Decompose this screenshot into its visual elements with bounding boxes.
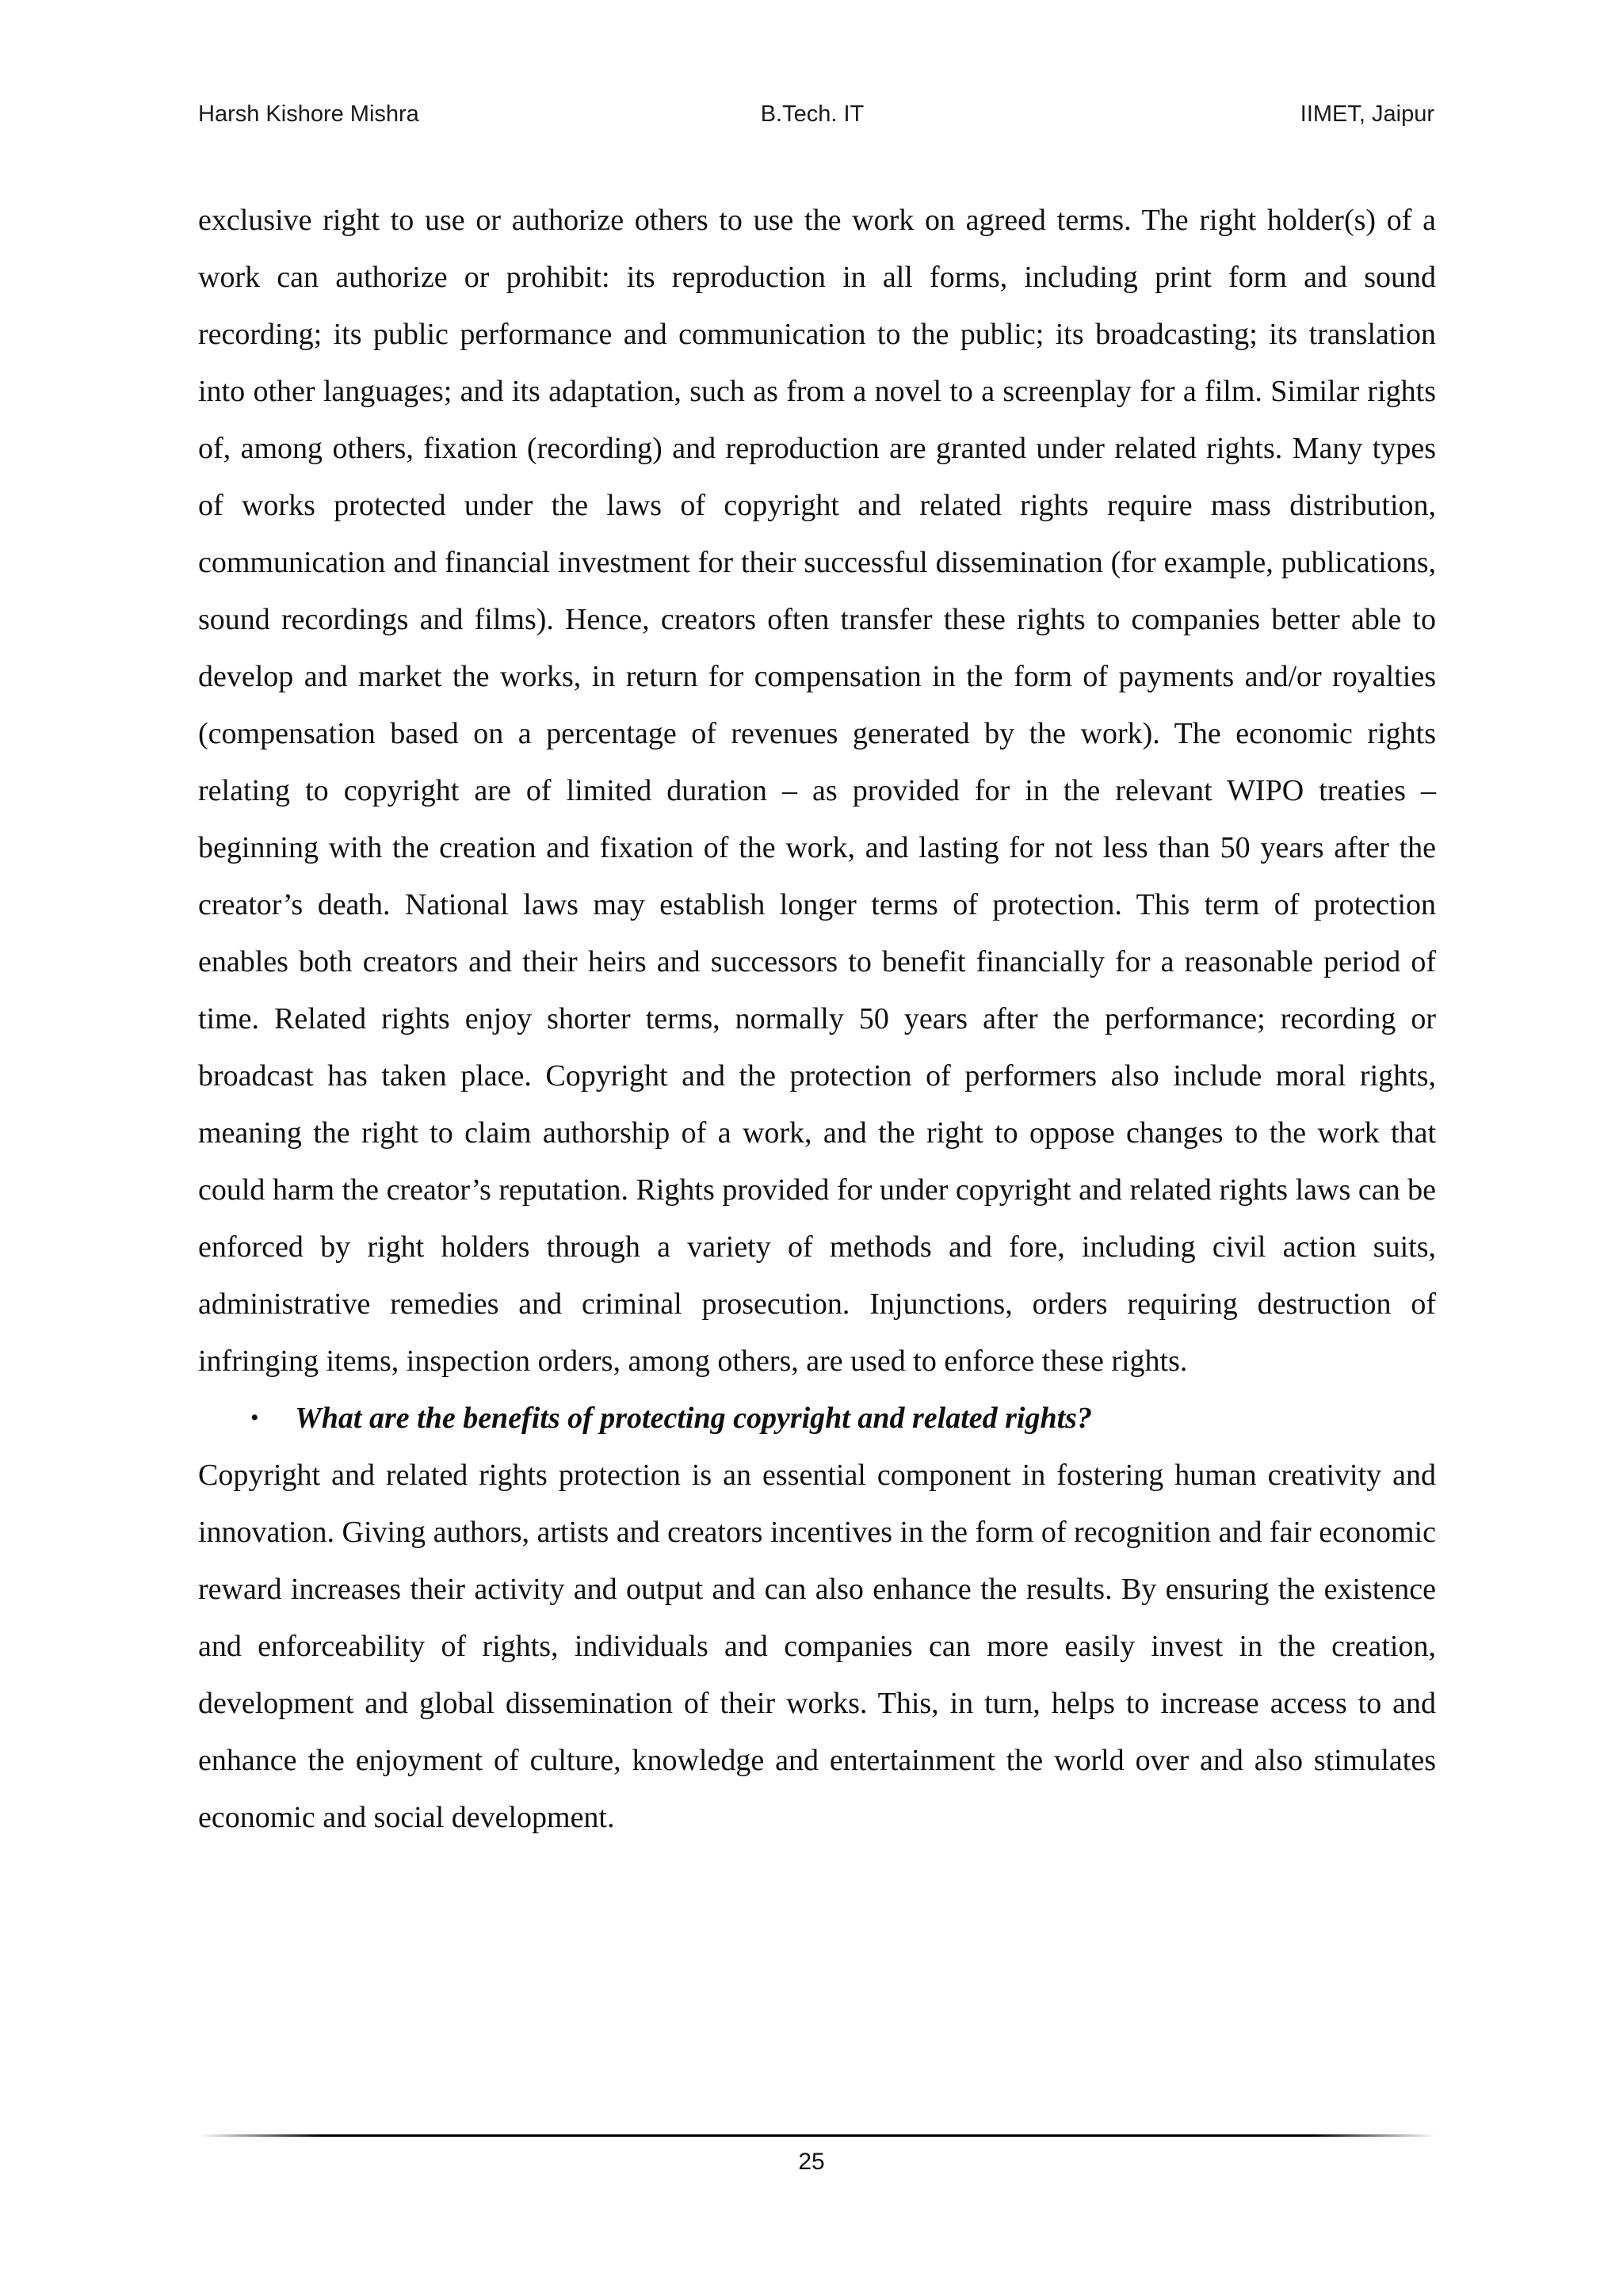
page-number: 25 [798,2149,825,2175]
paragraph-benefits: Copyright and related rights protection is an essential component in fostering human creativity and innovation. Giving authors, artists and creators incentives in the form of recognition and fair economic reward increases their activity and output and can also enhance the results. By ensuring the existence and enforceability of rights, individuals and companies can more easily invest in the creation, development and global dissemination of their works. This, in turn, helps to increase access to and enhance the enjoyment of culture, knowledge and entertainment the world over and also stimulates economic and social development. [198,1459,1436,1834]
bullet-heading [198,1390,1436,1447]
header-institute: IIMET, Jaipur [1300,101,1434,127]
page-header [198,98,1434,130]
body-text [198,192,1436,1846]
bullet-heading-text: What are the benefits of protecting copyright and related rights? [295,1402,1092,1435]
paragraph-copyright-rights: exclusive right to use or authorize others to use the work on agreed terms. The right holder(s) of a work can authorize or prohibit: its reproduction in all forms, including print form and sound recording; its public performance and communication to the public; its broadcasting; its translation into other languages; and its adaptation, such as from a novel to a screenplay for a film. Similar rights of, among others, fixation (recording) and reproduction are granted under related rights. Many types of works protected under the laws of copyright and related rights require mass distribution, communication and financial investment for their successful dissemination (for example, publications, sound recordings and films). Hence, creators often transfer these rights to companies better able to develop and market the works, in return for compensation in the form of payments and/or royalties (compensation based on a percentage of revenues generated by the work). The economic rights relating to copyright are of limited duration – as provided for in the relevant WIPO treaties – beginning with the creation and fixation of the work, and lasting for not less than 50 years after the creator’s death. National laws may establish longer terms of protection. This term of protection enables both creators and their heirs and successors to benefit financially for a reasonable period of time. Related rights enjoy shorter terms, normally 50 years after the performance; recording or broadcast has taken place. Copyright and the protection of performers also include moral rights, meaning the right to claim authorship of a work, and the right to oppose changes to the work that could harm the creator’s reputation. Rights provided for under copyright and related rights laws can be enforced by right holders through a variety of methods and fore, including civil action suits, administrative remedies and criminal prosecution. Injunctions, orders requiring destruction of infringing items, inspection orders, among others, are used to enforce these rights. [198,204,1436,1378]
header-course: B.Tech. IT [760,101,865,127]
header-author: Harsh Kishore Mishra [198,101,419,127]
footer-divider [198,2134,1436,2137]
bullet-icon: • [250,1405,259,1431]
